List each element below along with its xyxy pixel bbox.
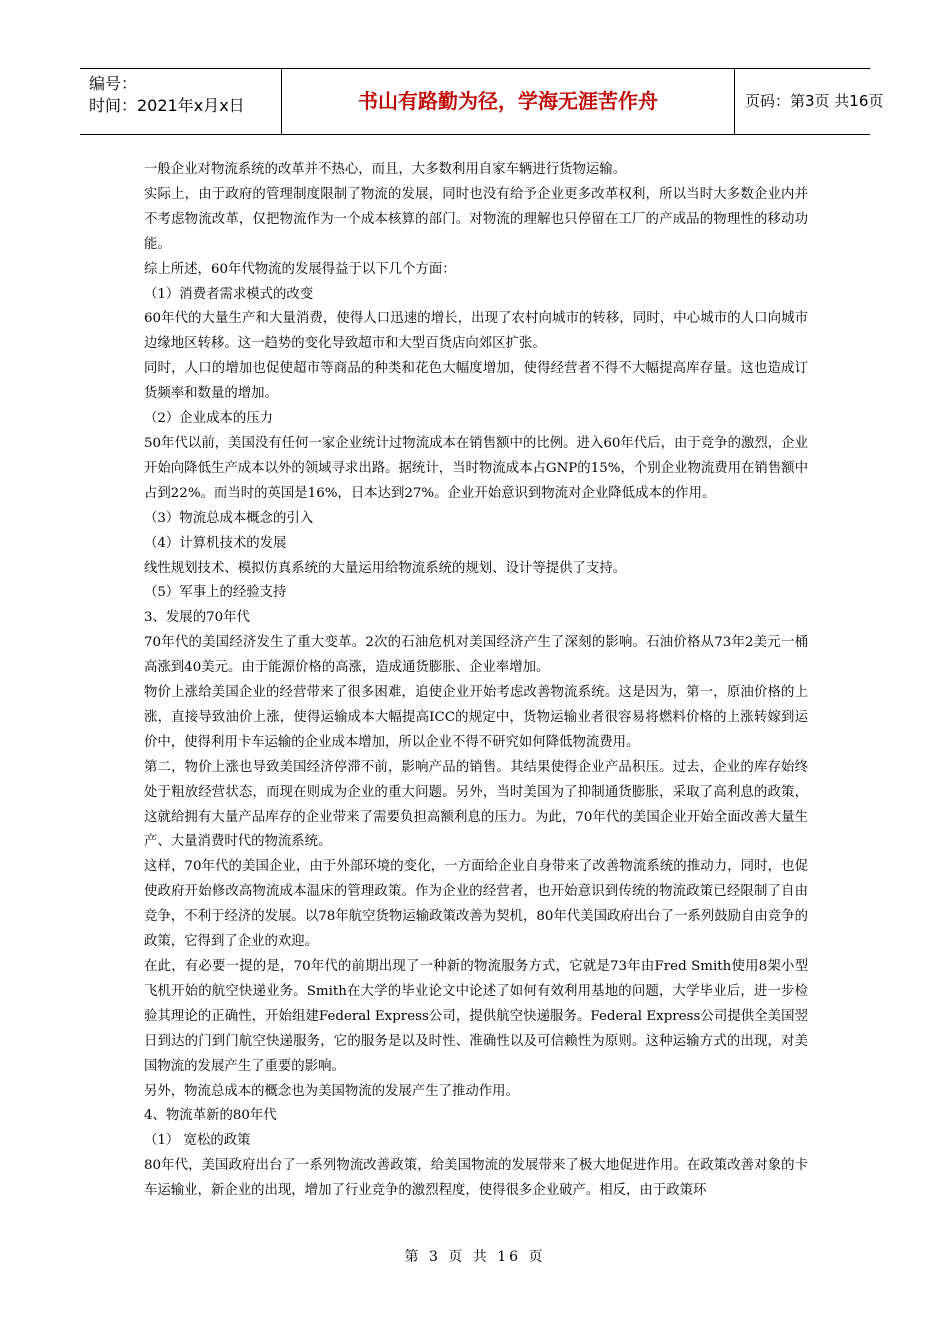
document-number-label: 编号： bbox=[89, 74, 138, 93]
paragraph: 3、发展的70年代 bbox=[144, 610, 250, 626]
page-header bbox=[80, 68, 884, 135]
paragraph: 在此，有必要一提的是，70年代的前期出现了一种新的物流服务方式，它就是73年由Fred Smith使用8架小型飞机开始的航空快递业务。Smith在大学的毕业论文中论述了如何有效利用基地的问题，大学毕业后，进一步检验其理论的正确性，开始组建Federal Express公司，提供航空快递服务。Federal Express公司提供全美国翌日到达的门到门航空快递服务，它的服务是以及时性、准确性以及可信赖性为原则。这种运输方式的出现，对美国物流的发展产生了重要的影响。 bbox=[144, 959, 808, 1074]
paragraph: 一般企业对物流系统的改革并不热心，而且，大多数利用自家车辆进行货物运输。 bbox=[144, 162, 627, 177]
paragraph: 另外，物流总成本的概念也为美国物流的发展产生了推动作用。 bbox=[144, 1083, 519, 1099]
paragraph: 第二，物价上涨也导致美国经济停滞不前，影响产品的销售。其结果使得企业产品积压。过去，企业的库存始终处于粗放经营状态，而现在则成为企业的重大问题。另外，当时美国为了抑制通货膨胀，采取了高利息的政策，这就给拥有大量产品库存的企业带来了需要负担高额利息的压力。为此，70年代的美国企业开始全面改善大量生产、大量消费时代的物流系统。 bbox=[144, 759, 808, 850]
page-footer: 第 3 页 共 16 页 bbox=[404, 1249, 546, 1265]
paragraph: 同时，人口的增加也促使超市等商品的种类和花色大幅度增加，使得经营者不得不大幅提高库存量。这也造成订货频率和数量的增加。 bbox=[144, 361, 808, 402]
document-time-label: 时间：2021年x月x日 bbox=[89, 96, 245, 115]
paragraph: 实际上，由于政府的管理制度限制了物流的发展，同时也没有给予企业更多改革权利，所以当时大多数企业内并不考虑物流改革，仅把物流作为一个成本核算的部门。对物流的理解也只停留在工厂的产成品的物理性的移动功能。 bbox=[144, 186, 808, 252]
paragraph: 这样，70年代的美国企业，由于外部环境的变化，一方面给企业自身带来了改善物流系统的推动力，同时，也促使政府开始修改高物流成本温床的管理政策。作为企业的经营者，也开始意识到传统的物流政策已经限制了自由竞争，不利于经济的发展。以78年航空货物运输政策改善为契机，80年代美国政府出台了一系列鼓励自由竞争的政策，它得到了企业的欢迎。 bbox=[144, 859, 808, 950]
paragraph: 50年代以前，美国没有任何一家企业统计过物流成本在销售额中的比例。进入60年代后，由于竞争的激烈，企业开始向降低生产成本以外的领域寻求出路。据统计，当时物流成本占GNP的15%，个别企业物流费用在销售额中占到22%。而当时的英国是16%，日本达到27%。企业开始意识到物流对企业降低成本的作用。 bbox=[144, 435, 808, 501]
paragraph: 物价上涨给美国企业的经营带来了很多困难，追使企业开始考虑改善物流系统。这是因为，第一，原油价格的上涨，直接导致油价上涨，使得运输成本大幅提高ICC的规定中，货物运输业者很容易将燃料价格的上涨转嫁到运价中，使得利用卡车运输的企业成本增加，所以企业不得不研究如何降低物流费用。 bbox=[144, 685, 808, 750]
document-body bbox=[144, 158, 808, 1204]
paragraph: （5）军事上的经验支持 bbox=[144, 585, 287, 601]
paragraph: 60年代的大量生产和大量消费，使得人口迅速的增长，出现了农村向城市的转移，同时，中心城市的人口向城市边缘地区转移。这一趋势的变化导致超市和大型百货店向郊区扩张。 bbox=[144, 311, 808, 352]
paragraph: （1） 宽松的政策 bbox=[144, 1133, 251, 1149]
header-meta bbox=[80, 69, 282, 134]
paragraph: 综上所述，60年代物流的发展得益于以下几个方面： bbox=[144, 261, 456, 277]
paragraph: （1）消费者需求模式的改变 bbox=[144, 286, 314, 302]
paragraph: （4）计算机技术的发展 bbox=[144, 535, 287, 551]
paragraph: （3）物流总成本概念的引入 bbox=[144, 510, 314, 526]
header-motto: 书山有路勤为径，学海无涯苦作舟 bbox=[282, 69, 735, 134]
paragraph: 80年代，美国政府出台了一系列物流改善政策，给美国物流的发展带来了极大地促进作用。在政策改善对象的卡车运输业，新企业的出现，增加了行业竞争的激烈程度，使得很多企业破产。相反，由于政策环 bbox=[144, 1158, 808, 1199]
paragraph: （2）企业成本的压力 bbox=[144, 411, 274, 427]
header-page-info: 页码：第3页 共16页 bbox=[745, 92, 884, 110]
paragraph: 线性规划技术、模拟仿真系统的大量运用给物流系统的规划、设计等提供了支持。 bbox=[144, 560, 627, 576]
paragraph: 70年代的美国经济发生了重大变革。2次的石油危机对美国经济产生了深刻的影响。石油价格从73年2美元一桶高涨到40美元。由于能源价格的高涨，造成通货膨胀、企业率增加。 bbox=[144, 635, 808, 676]
paragraph: 4、物流革新的80年代 bbox=[144, 1108, 277, 1124]
